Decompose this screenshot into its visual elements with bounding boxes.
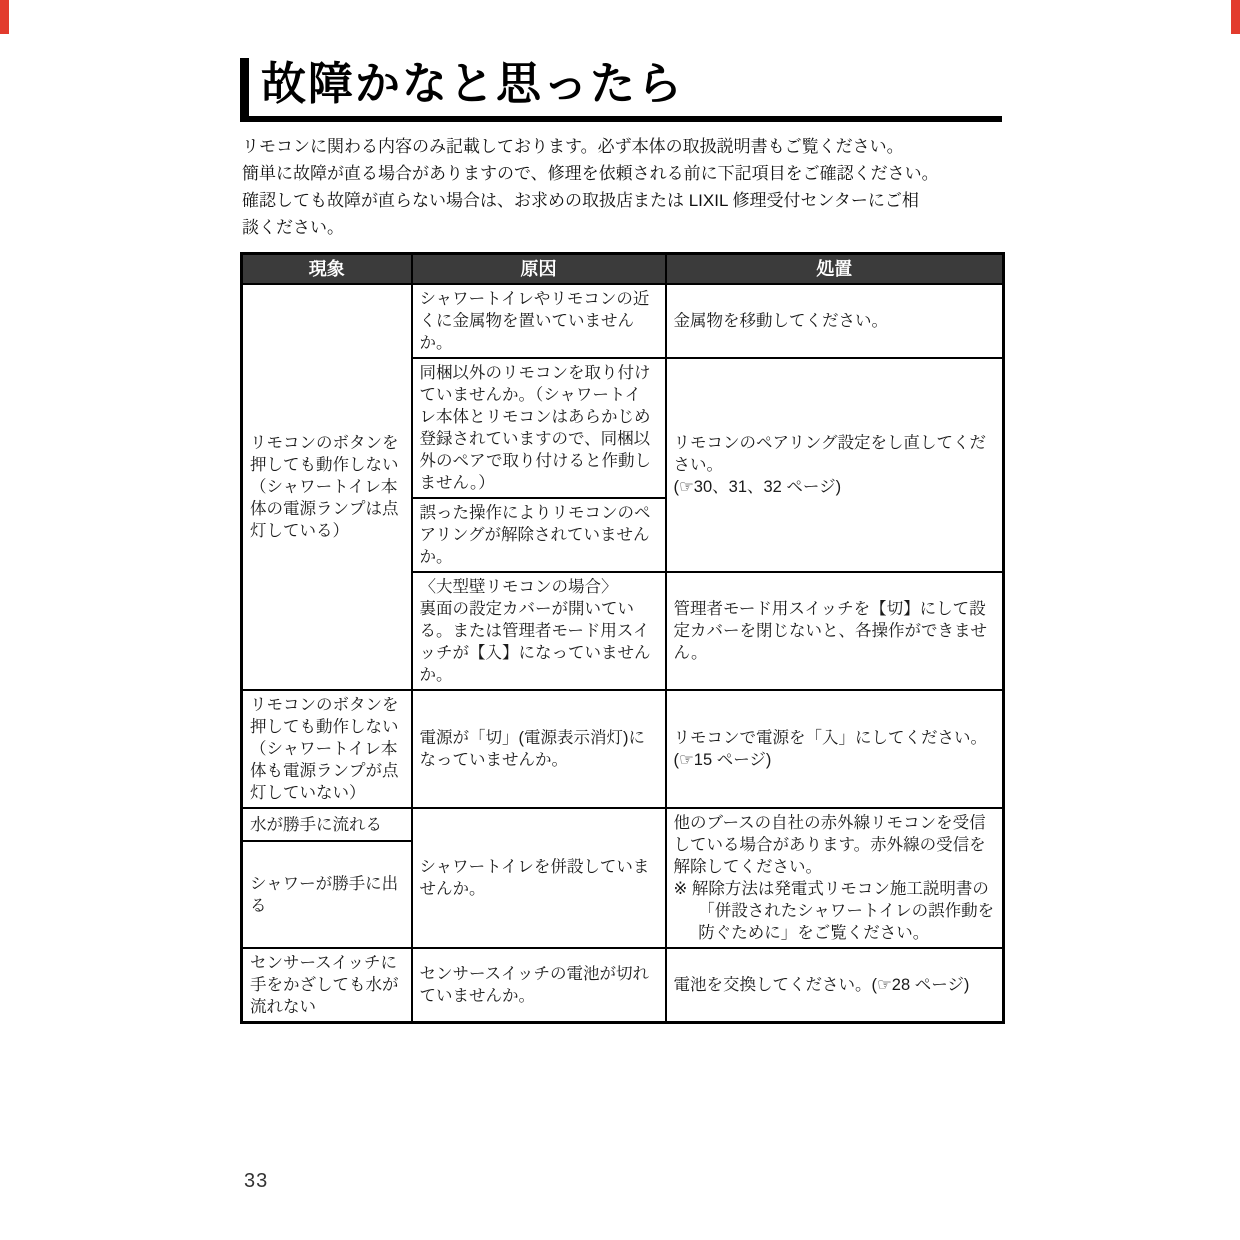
table-header-row bbox=[242, 254, 1004, 285]
intro-line-3: 確認しても故障が直らない場合は、お求めの取扱店または LIXIL 修理受付センターにご相 bbox=[242, 191, 919, 210]
remedy-text: リモコンで電源を「入」にしてください。 bbox=[673, 729, 987, 747]
page-reference: (☞30、31、32 ページ) bbox=[673, 478, 842, 496]
phenomenon-cell-sensor-switch-no-water: センサースイッチに手をかざしても水が流れない bbox=[242, 948, 412, 1023]
cause-cell-pairing-released: 誤った操作によりリモコンのペアリングが解除されていませんか。 bbox=[412, 498, 666, 572]
column-header-remedy: 処置 bbox=[666, 254, 1004, 285]
remedy-note: ※ 解除方法は発電式リモコン施工説明書の「併設されたシャワートイレの誤作動を防ぐために」をご覧ください。 bbox=[673, 880, 995, 942]
troubleshooting-table bbox=[240, 252, 1005, 1024]
remedy-cell-power-on bbox=[666, 690, 1004, 808]
title-underline bbox=[240, 116, 1002, 122]
phenomenon-cell-shower-runs-by-itself: シャワーが勝手に出る bbox=[242, 841, 412, 948]
remedy-text: リモコンのペアリング設定をし直してください。 bbox=[673, 434, 987, 474]
remedy-cell-pairing bbox=[666, 358, 1004, 572]
phenomenon-cell-water-runs-by-itself: 水が勝手に流れる bbox=[242, 808, 412, 841]
cause-cell-adjacent-shower-toilet: シャワートイレを併設していませんか。 bbox=[412, 808, 666, 948]
phenomenon-cell-remote-no-power-lamp-off: リモコンのボタンを押しても動作しない（シャワートイレ本体も電源ランプが点灯していない） bbox=[242, 690, 412, 808]
remedy-cell-admin-switch-off: 管理者モード用スイッチを【切】にして設定カバーを閉じないと、各操作ができません。 bbox=[666, 572, 1004, 690]
intro-line-4: 談ください。 bbox=[242, 218, 344, 237]
table-row bbox=[242, 690, 1004, 808]
section-title-block bbox=[240, 54, 1002, 122]
remedy-cell-infrared-release bbox=[666, 808, 1004, 948]
intro-line-1: リモコンに関わる内容のみ記載しております。必ず本体の取扱説明書もご覧ください。 bbox=[242, 137, 904, 156]
intro-line-2: 簡単に故障が直る場合がありますので、修理を依頼される前に下記項目をご確認ください。 bbox=[242, 164, 939, 183]
table-row bbox=[242, 284, 1004, 358]
remedy-cell-move-metal: 金属物を移動してください。 bbox=[666, 284, 1004, 358]
cause-cell-sensor-battery-dead: センサースイッチの電池が切れていませんか。 bbox=[412, 948, 666, 1023]
cause-cell-metal-object: シャワートイレやリモコンの近くに金属物を置いていませんか。 bbox=[412, 284, 666, 358]
red-corner-mark-right bbox=[1231, 0, 1240, 34]
red-corner-mark-left bbox=[0, 0, 9, 34]
column-header-phenomenon: 現象 bbox=[242, 254, 412, 285]
page-reference: (☞15 ページ) bbox=[673, 751, 772, 769]
phenomenon-cell-remote-no-power-lamp-on: リモコンのボタンを押しても動作しない（シャワートイレ本体の電源ランプは点灯している） bbox=[242, 284, 412, 690]
table-row bbox=[242, 948, 1004, 1023]
page-title: 故障かなと思ったら bbox=[261, 58, 685, 109]
table-row bbox=[242, 808, 1004, 841]
title-accent-bar bbox=[240, 58, 249, 116]
cause-heading: 〈大型壁リモコンの場合〉 bbox=[419, 578, 618, 596]
cause-cell-non-bundled-remote: 同梱以外のリモコンを取り付けていませんか。（シャワートイレ本体とリモコンはあらかじめ登録されていますので、同梱以外のペアで取り付けると作動しません。） bbox=[412, 358, 666, 498]
column-header-cause: 原因 bbox=[412, 254, 666, 285]
cause-text: 裏面の設定カバーが開いている。または管理者モード用スイッチが【入】になっていませんか。 bbox=[419, 600, 651, 684]
cause-cell-power-off: 電源が「切」(電源表示消灯)になっていませんか。 bbox=[412, 690, 666, 808]
page-number: 33 bbox=[244, 1170, 269, 1192]
cause-cell-large-wall-remote bbox=[412, 572, 666, 690]
remedy-text: 他のブースの自社の赤外線リモコンを受信している場合があります。赤外線の受信を解除してください。 bbox=[673, 814, 986, 876]
remedy-cell-replace-battery: 電池を交換してください。(☞28 ページ) bbox=[666, 948, 1004, 1023]
intro-paragraph bbox=[242, 133, 1002, 241]
